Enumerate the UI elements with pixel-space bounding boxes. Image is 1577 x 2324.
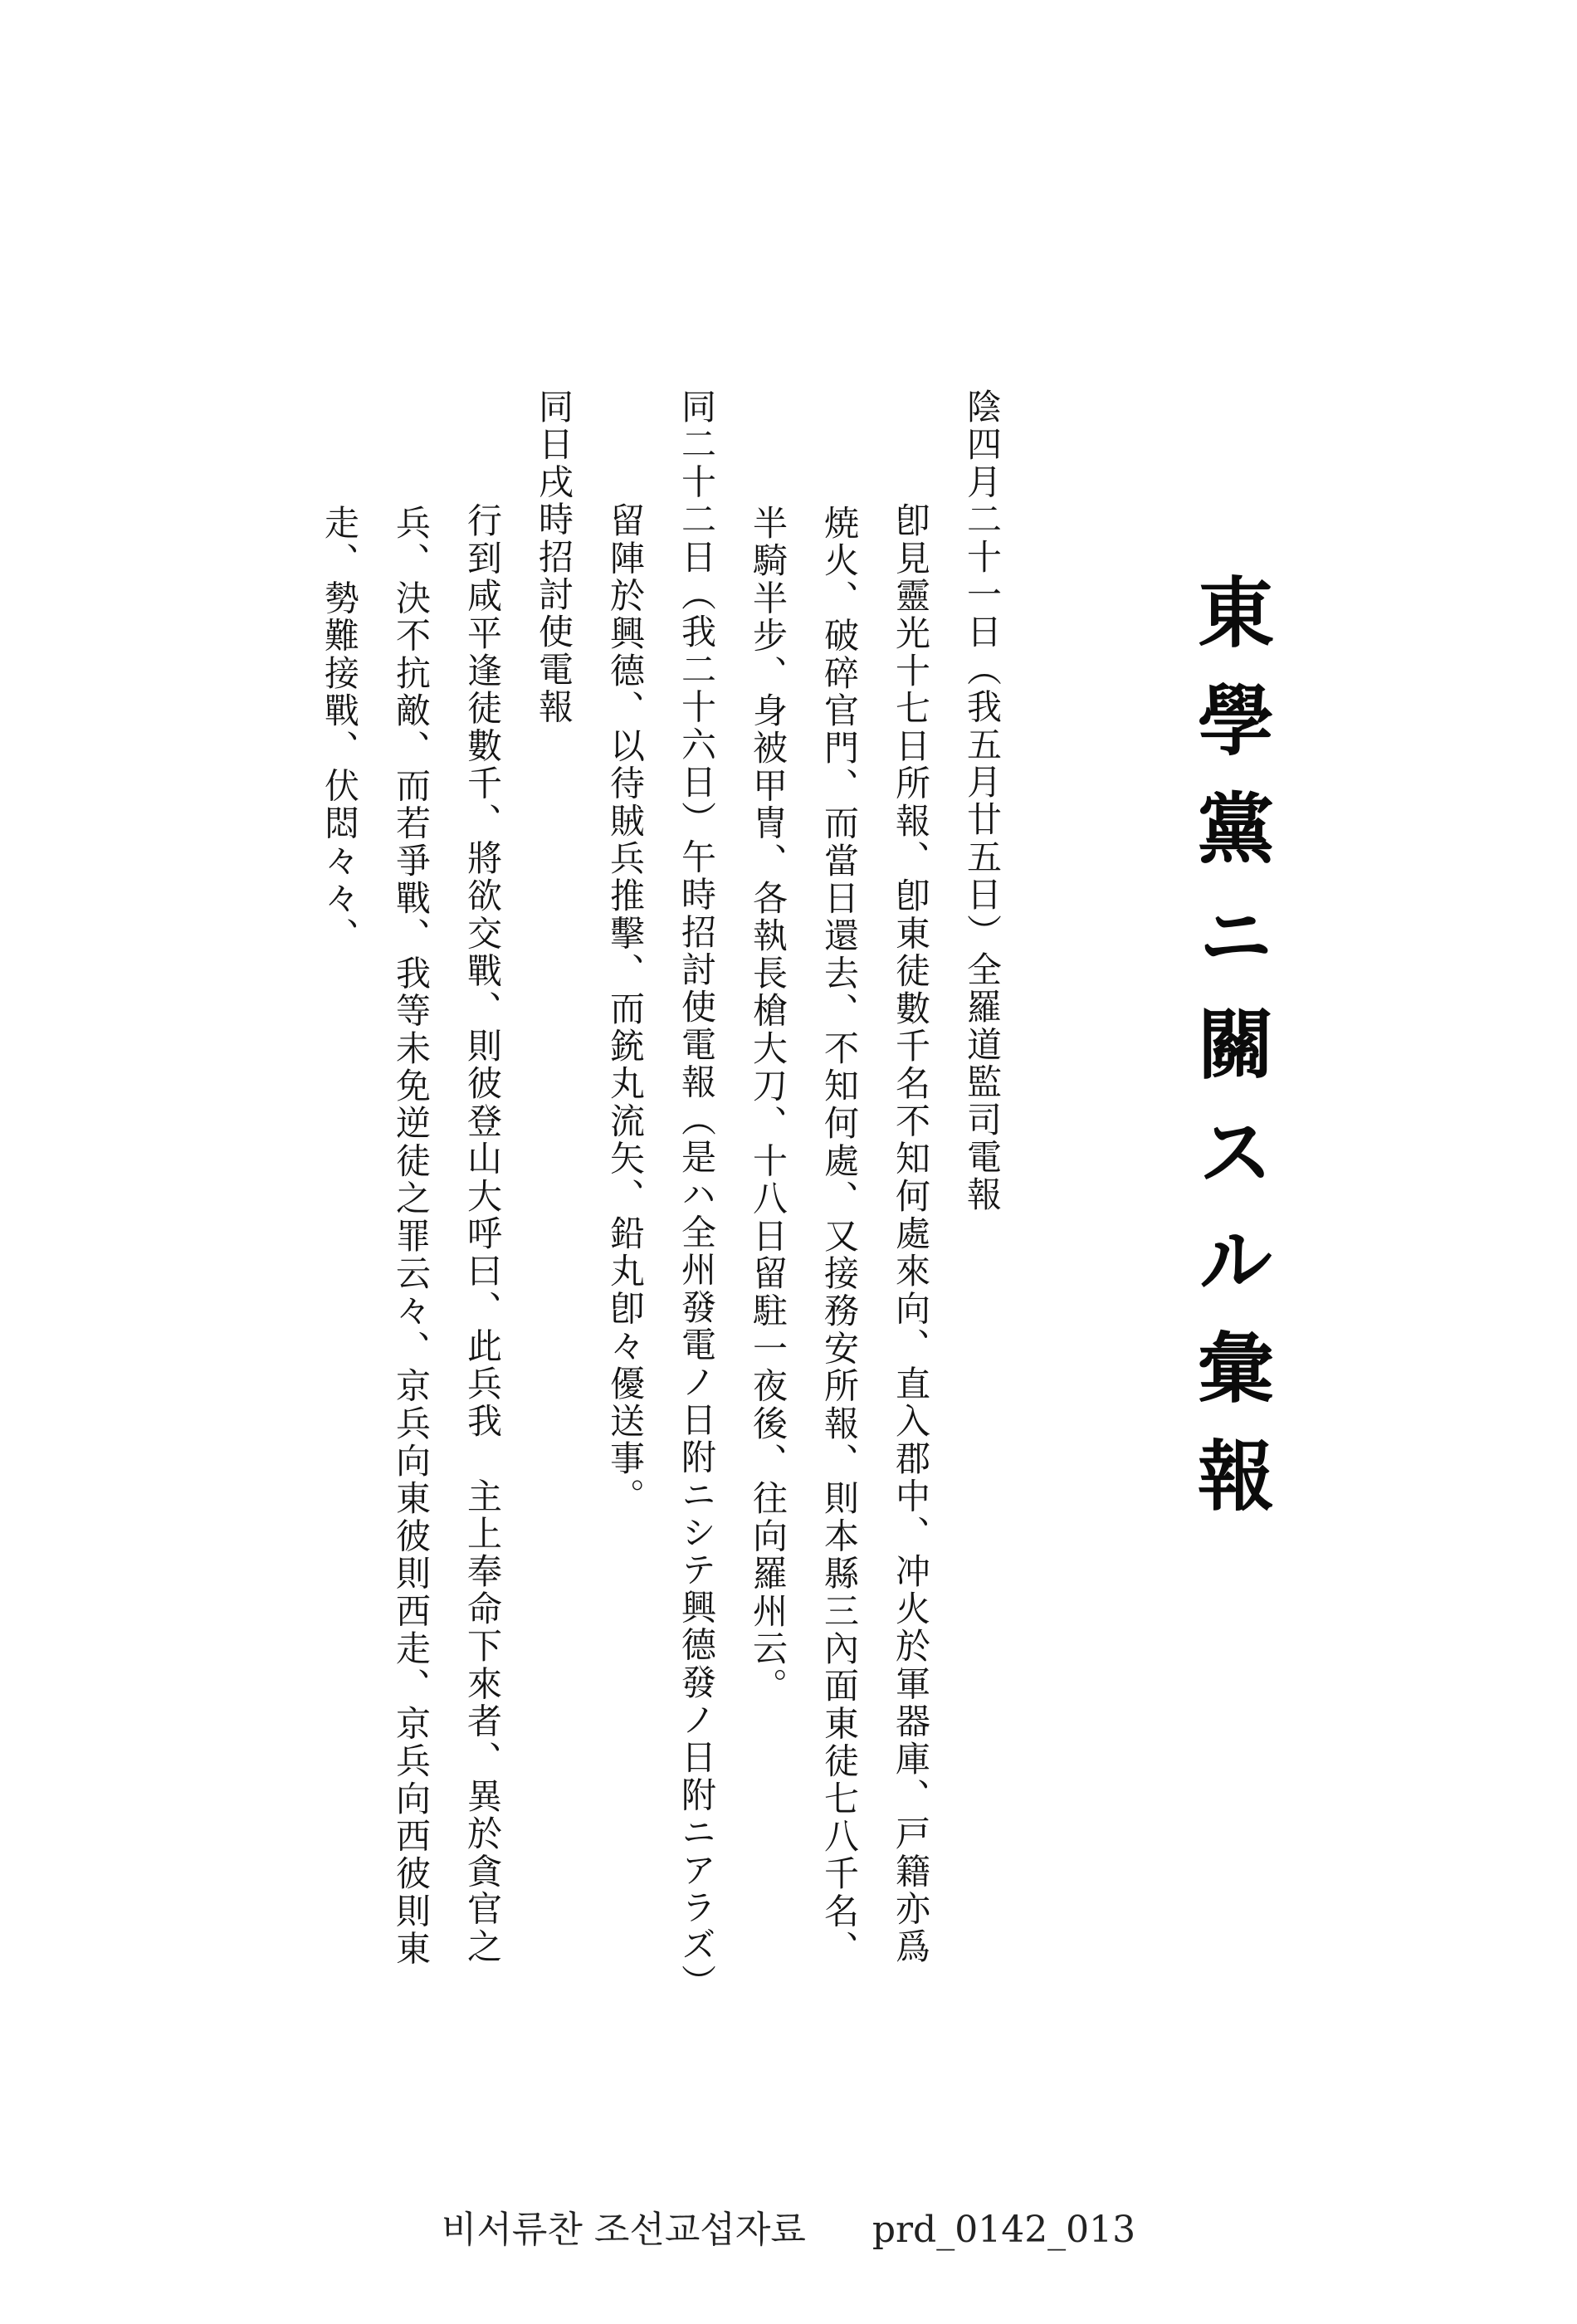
body-line-6: 兵、決不抗敵、而若爭戰、我等未免逆徒之罪云々、京兵向東彼則西走、京兵向西彼則東 bbox=[391, 505, 432, 1968]
entry-heading-1: 陰四月二十一日（我五月廿五日）全羅道監司電報 bbox=[962, 388, 1003, 1214]
document-title: 東學黨ニ關スル彙報 bbox=[1185, 573, 1275, 1544]
footer-collection: 비서류찬 조선교섭자료 bbox=[441, 2209, 806, 2251]
page-footer bbox=[0, 2200, 1577, 2253]
body-line-2: 焼火、破碎官門、而當日還去、不知何處、又接務安所報、則本縣三內面東徒七八千名、 bbox=[819, 505, 860, 1968]
body-line-4: 留陣於興德、以待賊兵推擊、而銃丸流矢、鉛丸卽々優送事。 bbox=[605, 465, 646, 1516]
body-line-1: 卽見靈光十七日所報、卽東徒數千名不知何處來向、直入郡中、冲火於軍器庫、戸籍亦爲 bbox=[891, 465, 931, 1965]
body-line-3: 半騎半步、身被甲冑、各執長槍大刀、十八日留駐一夜後、往向羅州云。 bbox=[748, 505, 788, 1706]
footer-page-id: prd_0142_013 bbox=[872, 2209, 1136, 2251]
body-line-7: 走、勢難接戰、伏悶々々、 bbox=[320, 505, 360, 955]
body-line-5: 行到咸平逢徒數千、將欲交戰、則彼登山大呼曰、此兵我 主上奉命下來者、異於貪官之 bbox=[462, 465, 503, 1965]
entry-heading-2: 同二十二日（我二十六日）午時招討使電報（是ハ全州發電ノ日附ニシテ興德發ノ日附ニアラズ） bbox=[676, 388, 717, 2002]
entry-heading-3: 同日戌時招討使電報 bbox=[534, 388, 574, 726]
